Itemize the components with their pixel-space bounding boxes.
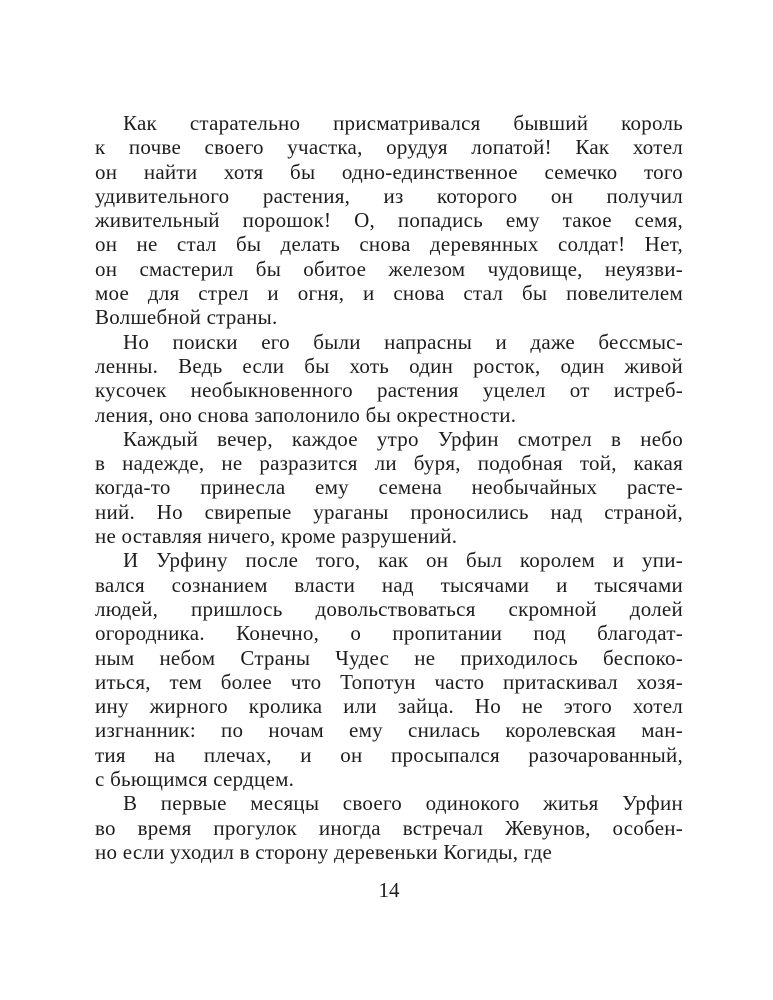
paragraph [95, 548, 683, 791]
text-line: изгнанник: по ночам ему снилась королевская ман- [95, 718, 683, 743]
text-line: мое для стрел и огня, и снова стал бы повелителем [95, 281, 683, 306]
text-line: Волшебной страны. [95, 305, 278, 330]
text-line: вался сознанием власти над тысячами и тысячами [95, 572, 683, 597]
paragraph [95, 427, 683, 548]
text-line: ным небом Страны Чудес не приходилось беспоко- [95, 645, 683, 670]
text-line: не оставляя ничего, кроме разрушений. [95, 524, 458, 549]
text-line: удивительного растения, из которого он получил [95, 183, 683, 208]
text-line: огородника. Конечно, о пропитании под благодат- [95, 621, 683, 646]
text-line: И Урфину после того, как он был королем и упи- [123, 548, 683, 573]
text-line: иться, тем более что Топотун часто притаскивал хозя- [95, 669, 683, 694]
text-line: когда-то принесла ему семена необычайных расте- [95, 475, 683, 500]
text-line: к почве своего участка, орудуя лопатой! Как хотел [95, 135, 683, 160]
text-line: он не стал бы делать снова деревянных солдат! Нет, [95, 232, 683, 257]
text-line: он найти хотя бы одно-единственное семечко того [95, 159, 683, 184]
text-line: Каждый вечер, каждое утро Урфин смотрел в небо [123, 426, 683, 451]
text-line: людей, пришлось довольствоваться скромной долей [95, 596, 683, 621]
text-line: он смастерил бы обитое железом чудовище, неуязви- [95, 256, 683, 281]
page-number: 14 [378, 878, 400, 902]
text-line: кусочек необыкновенного растения уцелел от истреб- [95, 378, 683, 403]
text-line: ленны. Ведь если бы хоть один росток, один живой [95, 353, 683, 378]
text-line: тия на плечах, и он просыпался разочарованный, [95, 742, 683, 767]
text-line: в надежде, не разразится ли буря, подобная той, какая [95, 451, 683, 476]
text-line: во время прогулок иногда встречал Жевунов, особен- [95, 815, 683, 840]
paragraph [95, 330, 683, 427]
paragraph [95, 791, 683, 864]
text-line: с бьющимся сердцем. [95, 767, 295, 792]
text-block [95, 111, 683, 864]
text-line: но если уходил в сторону деревеньки Когиды, где [95, 839, 553, 864]
text-line: живительный порошок! О, попадись ему такое семя, [95, 208, 683, 233]
text-line: В первые месяцы своего одинокого житья Урфин [123, 791, 683, 816]
text-line: ления, оно снова заполонило бы окрестности. [95, 402, 517, 427]
paragraph [95, 111, 683, 330]
text-line: ний. Но свирепые ураганы проносились над страной, [95, 499, 683, 524]
text-line: Но поиски его были напрасны и даже бессмыс- [123, 329, 683, 354]
text-line: ину жирного кролика или зайца. Но не этого хотел [95, 694, 683, 719]
text-line: Как старательно присматривался бывший король [123, 111, 683, 135]
